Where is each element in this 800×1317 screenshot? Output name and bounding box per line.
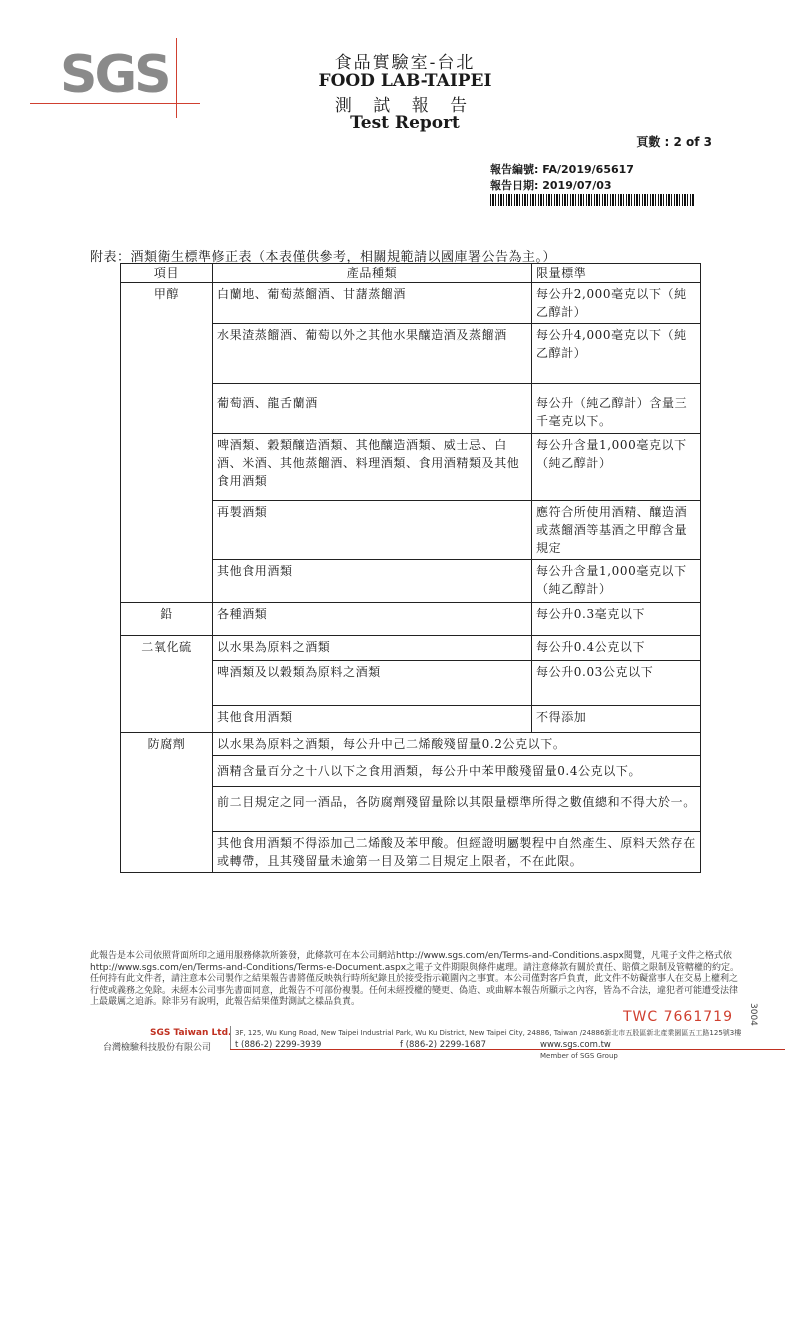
report-date-value: 2019/07/03 [542, 179, 612, 192]
sgs-logo: SGS [60, 45, 169, 105]
table-row [121, 283, 701, 324]
limit-cell: 每公升（純乙醇計）含量三千毫克以下。 [532, 384, 701, 434]
report-date-label: 報告日期: [490, 179, 539, 192]
report-number-label: 報告編號: [490, 163, 539, 176]
footer-divider [230, 1049, 785, 1050]
limit-cell: 不得添加 [532, 706, 701, 733]
footer-divider-vertical [230, 1026, 231, 1050]
disclaimer-text-3: 之電子文件期限與條件處理。請注意條款有關於責任、賠償之限制及管轄權的約定。任何持有此文件者，請注意本公司製作之結果報告書將僅反映執行時所紀錄且於接受指示範圍內之事實。本公司僅對客戶負責，此文件不妨礙當事人在交易上權利之行使或義務之免除。未經本公司事先書面同意，此報告不可部份複製。任何未經授權的變更、偽造、或曲解本報告所顯示之內容，皆為不合法，違犯者可能遭受法律上最嚴厲之追訴。除非另有說明，此報告結果僅對測試之樣品負責。 [90, 962, 740, 1007]
terms-e-document-link[interactable]: http://www.sgs.com/en/Terms-and-Conditions/Terms-e-Document.aspx [90, 962, 407, 973]
product-cell: 啤酒類、穀類釀造酒類、其他釀造酒類、威士忌、白酒、米酒、其他蒸餾酒、料理酒類、食用酒精類及其他食用酒類 [213, 434, 532, 501]
regulation-table [120, 263, 701, 873]
preservative-rule: 酒精含量百分之十八以下之食用酒類，每公升中苯甲酸殘留量0.4公克以下。 [213, 756, 701, 787]
report-number-value: FA/2019/65617 [542, 163, 634, 176]
table-row [121, 636, 701, 661]
footer-disclaimer [90, 951, 740, 1009]
limit-cell: 每公升2,000毫克以下（純乙醇計） [532, 283, 701, 324]
preservative-rule: 前二目規定之同一酒品，各防腐劑殘留量除以其限量標準所得之數值總和不得大於一。 [213, 787, 701, 832]
limit-cell: 每公升0.3毫克以下 [532, 603, 701, 636]
limit-cell: 每公升含量1,000毫克以下（純乙醇計） [532, 434, 701, 501]
preservative-rule: 以水果為原料之酒類，每公升中己二烯酸殘留量0.2公克以下。 [213, 733, 701, 756]
member-of-sgs: Member of SGS Group [540, 1052, 618, 1060]
header-item: 項目 [121, 264, 213, 283]
product-cell: 其他食用酒類 [213, 560, 532, 603]
product-cell: 葡萄酒、龍舌蘭酒 [213, 384, 532, 434]
product-cell: 水果渣蒸餾酒、葡萄以外之其他水果釀造酒及蒸餾酒 [213, 324, 532, 384]
header-product: 產品種類 [213, 264, 532, 283]
report-title-en: Test Report [350, 113, 460, 133]
limit-cell: 每公升0.4公克以下 [532, 636, 701, 661]
limit-cell: 應符合所使用酒精、釀造酒或蒸餾酒等基酒之甲醇含量規定 [532, 501, 701, 560]
table-caption: 附表：酒類衛生標準修正表（本表僅供參考，相關規範請以國庫署公告為主。） [90, 250, 557, 265]
limit-cell: 每公升含量1,000毫克以下（純乙醇計） [532, 560, 701, 603]
product-cell: 各種酒類 [213, 603, 532, 636]
preservative-rule: 其他食用酒類不得添加己二烯酸及苯甲酸。但經證明屬製程中自然產生、原料天然存在或轉帶，且其殘留量未逾第一目及第二目規定上限者，不在此限。 [213, 832, 701, 873]
limit-cell: 每公升0.03公克以下 [532, 661, 701, 706]
report-date [490, 177, 612, 193]
table-row [121, 603, 701, 636]
report-title-cn: 測 試 報 告 [334, 96, 476, 116]
side-code: 3004 [748, 1003, 758, 1026]
page-number: 頁數 : 2 of 3 [636, 135, 712, 149]
product-cell: 白蘭地、葡萄蒸餾酒、甘藷蒸餾酒 [213, 283, 532, 324]
item-methanol: 甲醇 [121, 283, 213, 603]
company-website[interactable]: www.sgs.com.tw [540, 1040, 611, 1050]
disclaimer-text-2: 閱覽，凡電子文件之格式依 [623, 951, 732, 961]
table-header-row [121, 264, 701, 283]
lab-title-cn: 食品實驗室-台北 [334, 53, 476, 73]
company-address: 3F, 125, Wu Kung Road, New Taipei Industrial Park, Wu Ku District, New Taipei City, 24886, Taiwan /24886新北市五股區新北產業園區五工路125號3樓 [235, 1029, 742, 1037]
product-cell: 其他食用酒類 [213, 706, 532, 733]
barcode [490, 194, 695, 206]
terms-link[interactable]: http://www.sgs.com/en/Terms-and-Conditions.aspx [396, 951, 624, 961]
header-limit: 限量標準 [532, 264, 701, 283]
item-preservative: 防腐劑 [121, 733, 213, 873]
item-lead: 鉛 [121, 603, 213, 636]
table-row [121, 733, 701, 756]
item-sulfur-dioxide: 二氧化硫 [121, 636, 213, 733]
lab-title-en: FOOD LAB-TAIPEI [318, 71, 492, 91]
twc-number: TWC 7661719 [623, 1009, 733, 1025]
product-cell: 啤酒類及以穀類為原料之酒類 [213, 661, 532, 706]
company-name-cn: 台灣檢驗科技股份有限公司 [103, 1043, 212, 1053]
company-name-en: SGS Taiwan Ltd. [150, 1028, 232, 1038]
limit-cell: 每公升4,000毫克以下（純乙醇計） [532, 324, 701, 384]
product-cell: 以水果為原料之酒類 [213, 636, 532, 661]
company-phone: t (886-2) 2299-3939 [235, 1040, 322, 1050]
disclaimer-text-1: 此報告是本公司依照背面所印之通用服務條款所簽發，此條款可在本公司網站 [90, 951, 397, 961]
company-fax: f (886-2) 2299-1687 [400, 1040, 487, 1050]
report-number [490, 161, 634, 177]
product-cell: 再製酒類 [213, 501, 532, 560]
